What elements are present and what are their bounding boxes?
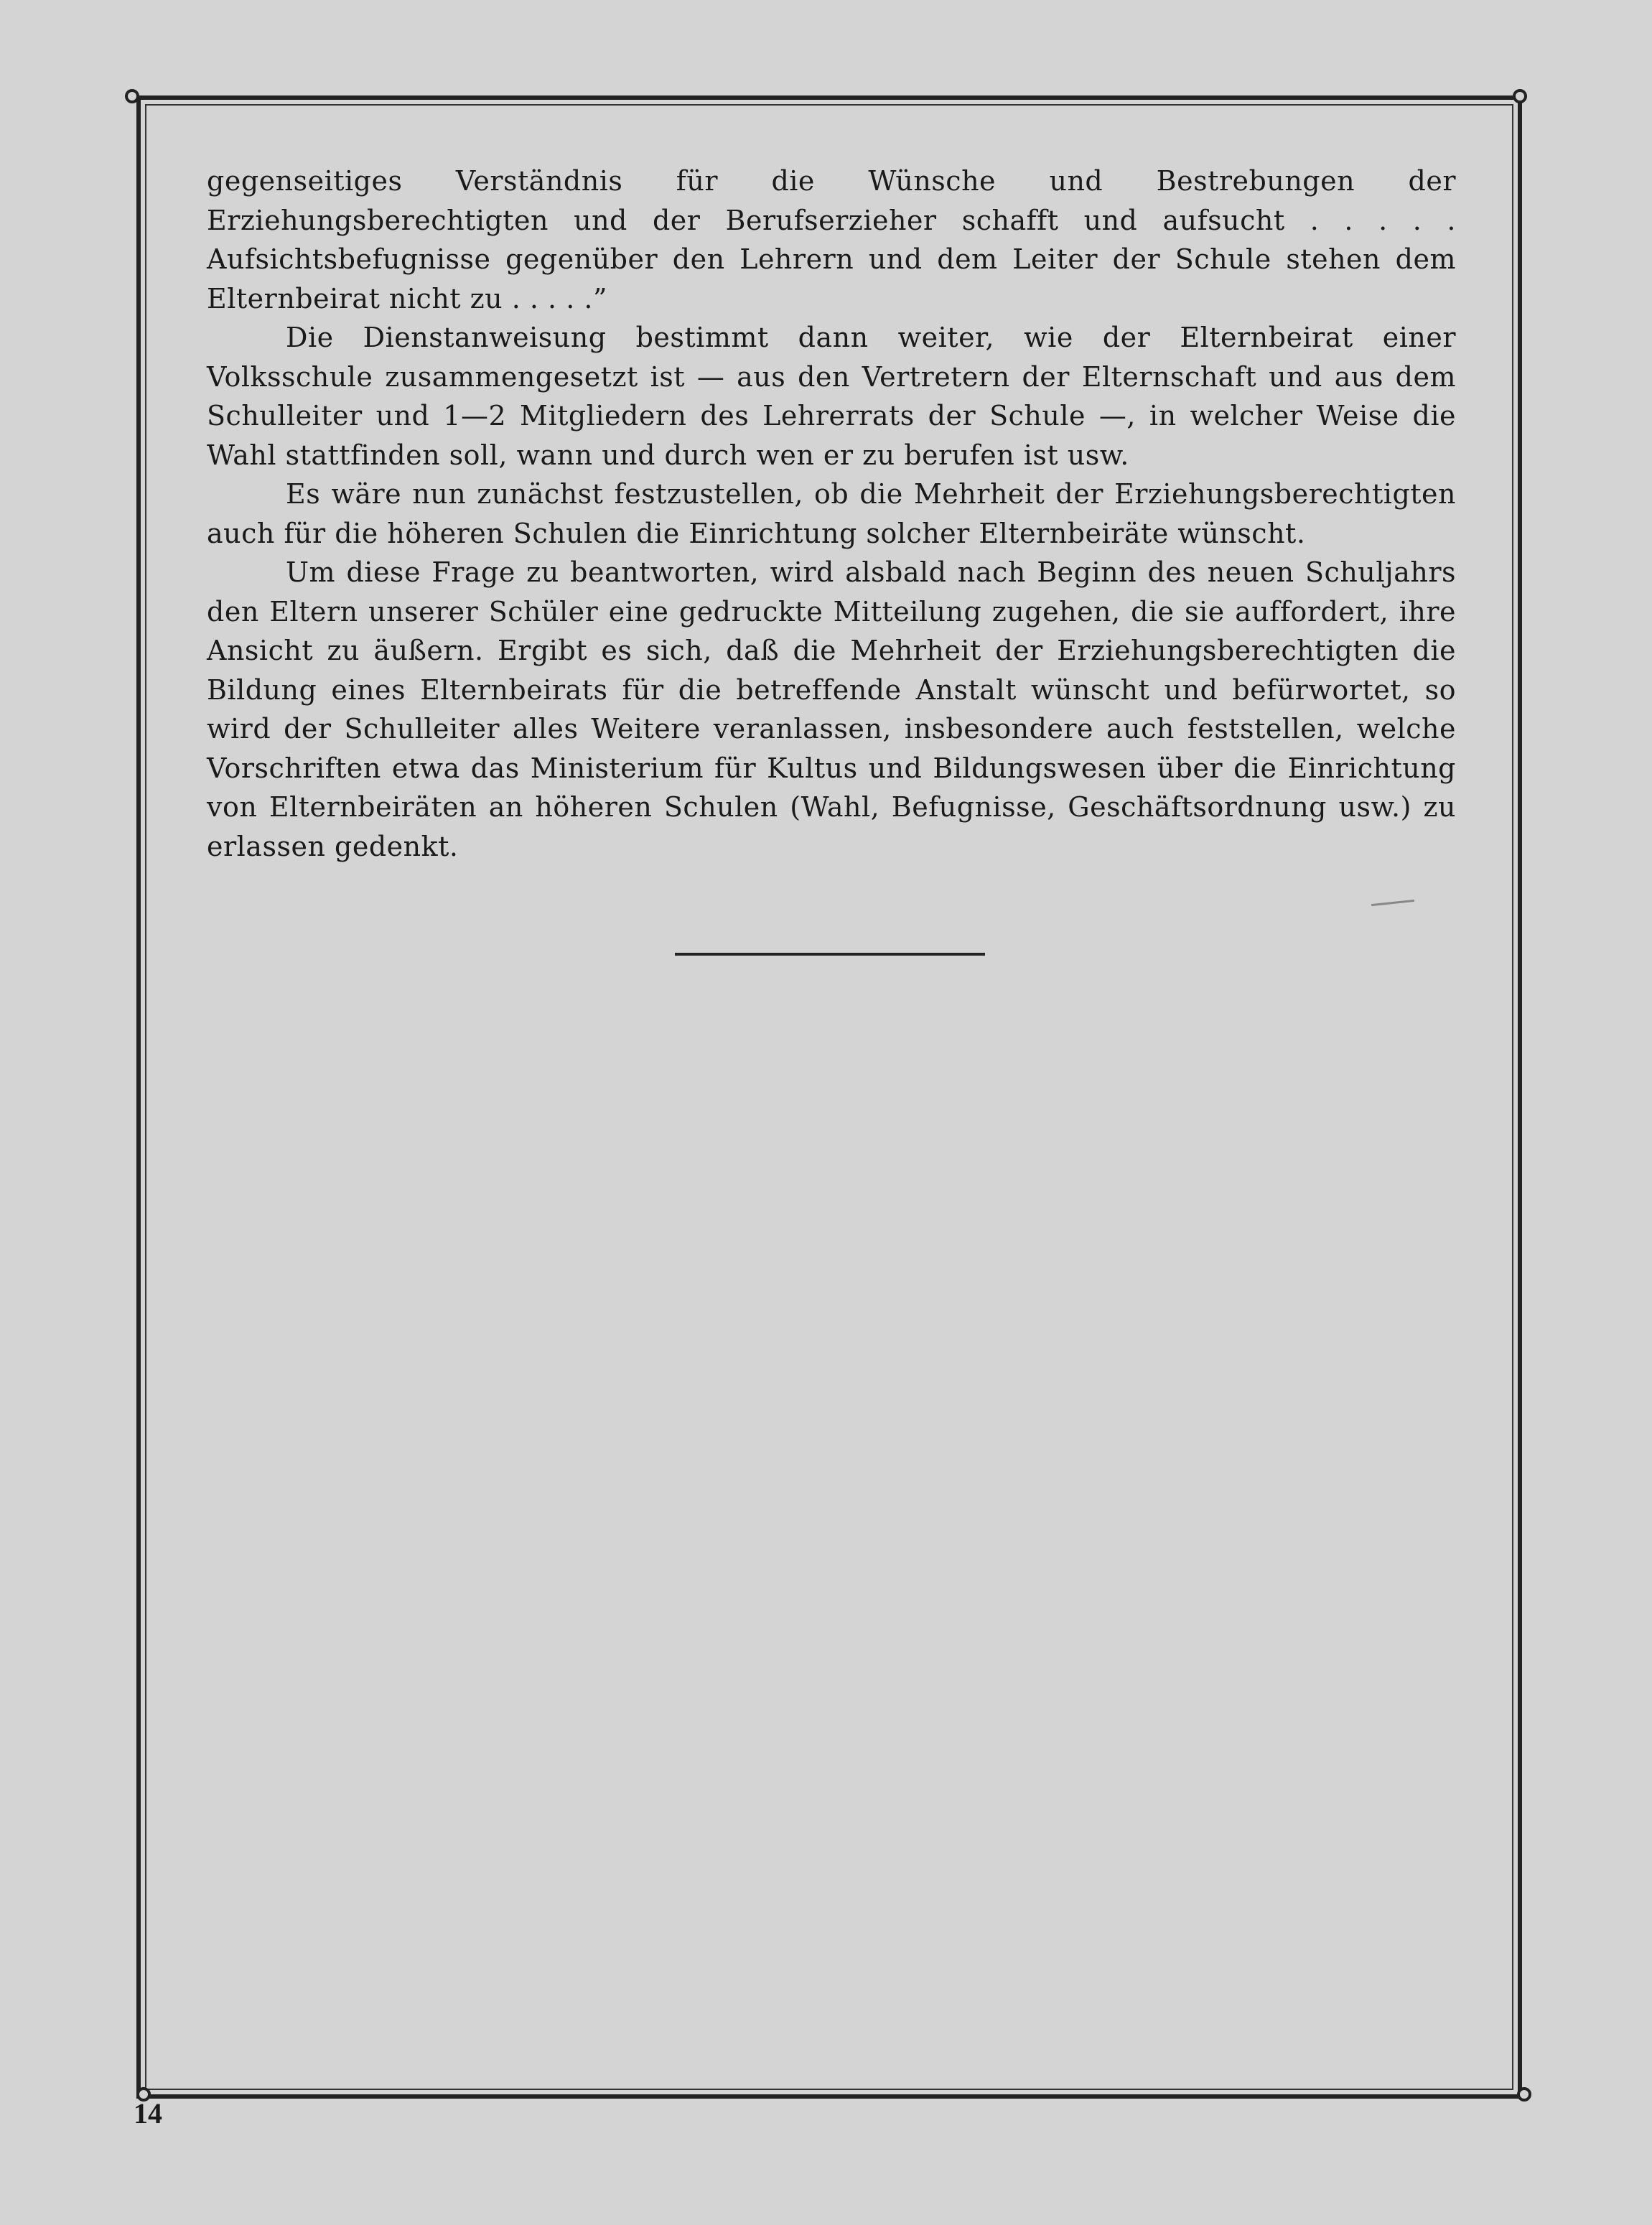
section-separator-rule (675, 953, 985, 956)
body-text (207, 162, 1456, 866)
corner-ornament-top-right (1513, 89, 1527, 103)
paragraph-frage: Um diese Frage zu beantworten, wird alsbald nach Beginn des neuen Schuljahrs den Eltern unserer Schüler eine gedruckte Mitteilung zugehen, die sie auffordert, ihre Ansicht zu äußern. Ergibt es sich, daß die Mehrheit der Erziehungsberechtigten die Bildung eines Elternbeirats für die betreffende Anstalt wünscht und befürwortet, so wird der Schulleiter alles Weitere veranlassen, insbesondere auch feststellen, welche Vorschriften etwa das Ministerium für Kultus und Bildungswesen über die Einrichtung von Elternbeiräten an höheren Schulen (Wahl, Befugnisse, Geschäftsordnung usw.) zu erlassen gedenkt. (207, 556, 1456, 862)
paragraph-dienstanweisung: Die Dienstanweisung bestimmt dann weiter, wie der Elternbeirat einer Volksschule zusammengesetzt ist — aus den Vertretern der Elternschaft und aus dem Schulleiter und 1—2 Mitgliedern des Lehrerrats der Schule —, in welcher Weise die Wahl stattfinden soll, wann und durch wen er zu berufen ist usw. (207, 322, 1456, 471)
corner-ornament-bottom-right (1517, 2087, 1531, 2102)
page-number: 14 (134, 2097, 162, 2130)
paragraph-mehrheit: Es wäre nun zunächst festzustellen, ob die Mehrheit der Erziehungsberechtigten auch für die höheren Schulen die Einrichtung solcher Elternbeiräte wünscht. (207, 478, 1456, 549)
corner-ornament-top-left (125, 89, 139, 103)
paragraph-continuation: gegenseitiges Verständnis für die Wünsche und Bestrebungen der Erziehungsberechtigten und der Berufserzieher schafft und aufsucht . . . . . Aufsichtsbefugnisse gegenüber den Lehrern und dem Leiter der Schule stehen dem Elternbeirat nicht zu . . . . .” (207, 165, 1456, 314)
